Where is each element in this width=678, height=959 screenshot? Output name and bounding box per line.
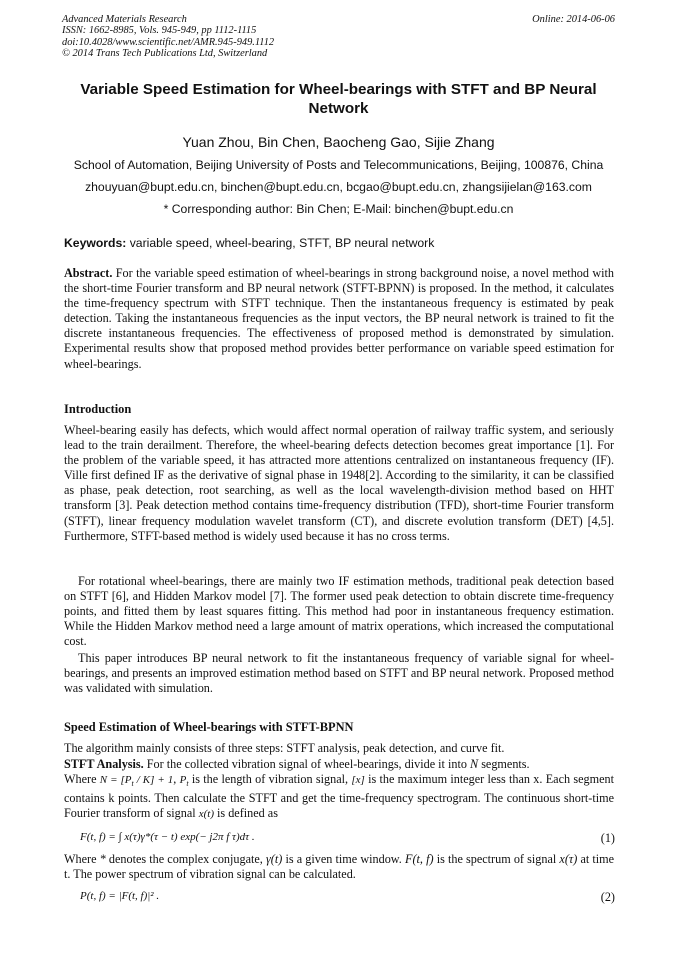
intro-paragraph-1: Wheel-bearing easily has defects, which would affect normal operation of railway traffic system, and seriously lead to the train derailment. Therefore, the wheel-bearing defects detection becomes great importance [1]. For the problem of the variable speed, it has attracted more attentions centralized on instantaneous frequency (IF). Ville first defined IF as the derivative of signal phase in 1948[2]. According to the similarity, it can be classified as phase, peak detection, root searching, as well as the local wavelength-division method based on HHT transform [3]. Peak detection method contains time-frequency distribution (TFD), short-time Fourier transform (STFT), linear frequency modulation wavelet transform (CT), and discrete evolution transform (DET) [4,5]. Furthermore, STFT-based method is widely used because it has no cross terms. — [64, 423, 614, 543]
paper-title: Variable Speed Estimation for Wheel-bearings with STFT and BP Neural Network — [80, 81, 597, 117]
equation-1-number: (1) — [600, 831, 615, 845]
stft-label: STFT Analysis. — [64, 757, 144, 771]
equation-1-explanation: Where * denotes the complex conjugate, γ(t) is a given time window. F(t, f) is the spectrum of signal x(τ) at time t. The power spectrum of vibration signal can be calculated. — [64, 852, 615, 882]
keywords-text: variable speed, wheel-bearing, STFT, BP neural network — [129, 236, 435, 250]
corresponding-author: * Corresponding author: Bin Chen; E-Mail: binchen@bupt.edu.cn — [163, 202, 514, 216]
journal-name: Advanced Materials Research — [62, 14, 187, 25]
eq1-text-spectrum: is the spectrum of — [436, 852, 524, 866]
stft-n-formula: N = [P — [99, 774, 132, 787]
abstract-label: Abstract. — [64, 266, 113, 280]
equation-1-formula: F(t, f) = ∫ x(τ)γ*(τ − t) exp(− j2π f τ)dτ . — [80, 831, 255, 843]
stft-text-1: For the collected vibration signal of wheel-bearings, divide it into — [146, 757, 467, 771]
stft-text-2: segments. — [481, 757, 530, 771]
paper-authors: Yuan Zhou, Bin Chen, Baocheng Gao, Sijie Zhang — [182, 134, 495, 150]
stft-text-length: is the length of vibration signal, — [191, 772, 349, 787]
online-date: Online: 2014-06-06 — [532, 14, 615, 25]
journal-issn: ISSN: 1662-8985, Vols. 945-949, pp 1112-1115 — [62, 25, 257, 37]
journal-header — [62, 14, 615, 60]
stft-where: Where — [64, 772, 97, 787]
introduction-heading: Introduction — [64, 402, 132, 416]
intro-paragraph-3: This paper introduces BP neural network to fit the instantaneous frequency of variable signal for wheel-bearings, and presents an improved estimation method based on STFT and BP neural network. Proposed method was validated with simulation. — [64, 651, 614, 696]
section-intro: The algorithm mainly consists of three steps: STFT analysis, peak detection, and curve fit. — [64, 741, 505, 755]
eq1-text-power: at time t. The power spectrum of vibration signal can be calculated. — [64, 852, 615, 882]
equation-2-formula: P(t, f) = |F(t, f)|² . — [80, 890, 160, 902]
eq1-text-window: is a given time window. — [285, 852, 402, 866]
abstract-text: For the variable speed estimation of wheel-bearings in strong background noise, a novel method with the short-time Fourier transform and BP neural network (STFT-BPNN) is proposed. In the method, it calculates the time-frequency spectrum with STFT technique. Then the instantaneous frequency is estimated by peak detection. Taking the instantaneous frequencies as the input vectors, the BP neural network is trained to fit the discrete instantaneous frequencies. The effectiveness of proposed method is demonstrated by simulation. Experimental results show that proposed method provides better performance on variable speed estimation for wheel-bearings. — [64, 266, 615, 371]
stft-paragraph: STFT Analysis. For the collected vibration signal of wheel-bearings, divide it into N segments. Where $N = [P_t / K] + 1$, $P_t$ is the length of vibration signal, [x] is the maximum integer less than x. Each segment contains k points. Then calculate the STFT and get the time-frequency spectrogram. The continuous short-time Fourier transform of signal x(t) is defined as — [64, 757, 614, 821]
equation-2-number: (2) — [600, 890, 615, 904]
intro-paragraph-2: For rotational wheel-bearings, there are mainly two IF estimation methods, traditional peak detection based on STFT [6], and Hidden Markov model [7]. The former used peak detection to obtain discrete time-frequency points, and fitted them by least squares fitting. This method had poor in instantaneous frequency estimation. While the Hidden Markov method need a large amount of matrix operations, which increased the computational cost. — [64, 574, 614, 649]
stft-text-defined: is defined as — [217, 806, 278, 821]
author-emails: zhouyuan@bupt.edu.cn, binchen@bupt.edu.cn, bcgao@bupt.edu.cn, zhangsijielan@163.com — [85, 180, 592, 194]
keywords-label: Keywords: — [64, 236, 127, 250]
keywords — [64, 236, 614, 250]
stft-symbol-n: N — [470, 757, 479, 771]
affiliation: School of Automation, Beijing University of Posts and Telecommunications, Beijing, 100876, China — [73, 158, 604, 172]
journal-copyright: © 2014 Trans Tech Publications Ltd, Switzerland — [62, 48, 268, 60]
eq1-text-where: Where — [64, 852, 97, 866]
abstract — [64, 266, 614, 372]
section-heading-speed-estimation: Speed Estimation of Wheel-bearings with STFT-BPNN — [64, 720, 354, 734]
eq1-text-conjugate: denotes the complex conjugate, — [108, 852, 263, 866]
stft-text-rest: segment contains k points. Then calculate the STFT and get the time-frequency spectrogram. The continuous short-time Fourier transform of signal — [64, 772, 614, 821]
eq1-text-signal: signal — [527, 852, 557, 866]
journal-doi: doi:10.4028/www.scientific.net/AMR.945-949.1112 — [62, 36, 275, 48]
stft-text-integer: is the maximum integer less than x. Each — [368, 772, 571, 787]
